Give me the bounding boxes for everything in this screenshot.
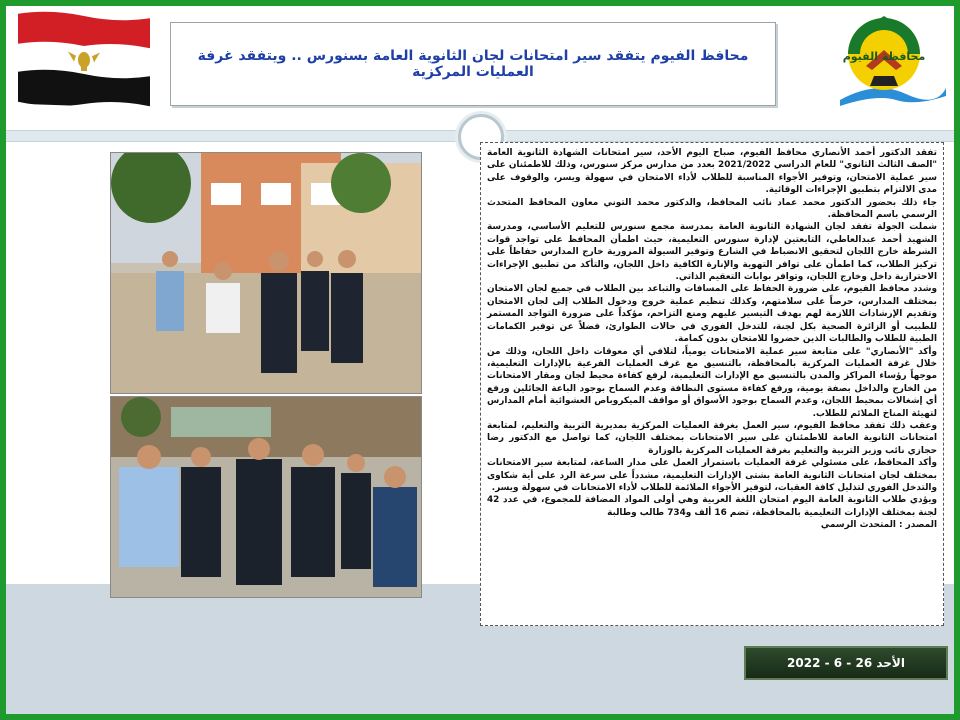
article-source: المصدر : المتحدث الرسمي: [820, 520, 937, 531]
publish-date: الأحد 26 - 6 - 2022: [787, 656, 905, 670]
egypt-flag-icon: [18, 10, 150, 109]
article-paragraph: تفقد الدكتور أحمد الأنصاري محافظ الفيوم، صباح اليوم الأحد، سير امتحانات الشهادة الثانوية العامة "الصف الثالث الثانوي" للعام الدراسي 2021/2022 بعدد من مدارس مركز سنورس، وذلك للاطمئنان على سير عملية الامتحان، وتوفير الأجواء المناسبة للطلاب لأداء الامتحان في سهولة ويسر، والوقوف على مدى الالتزام بتطبيق الإجراءات الوقائية.: [487, 148, 937, 196]
date-bar: [744, 646, 948, 680]
article-paragraph: ويؤدي طلاب الثانوية العامة اليوم امتحان اللغة العربية وهي أولى المواد المضافة للمجموع، في عدد 42 لجنة بمختلف الإدارات التعليمية بالمحافظة، تضم 16 ألف و734 طالب وطالبة: [487, 495, 937, 518]
article-paragraph: جاء ذلك بحضور الدكتور محمد عماد نائب المحافظ، والدكتور محمد التوني معاون المحافظ المتحدث الرسمي باسم المحافظة.: [487, 197, 937, 221]
article-body: [480, 142, 944, 626]
article-paragraph: وأكد المحافظ، على مسئولي غرفة العمليات باستمرار العمل على مدار الساعة، لمتابعة سير الامتحانات بمختلف لجان امتحانات الثانوية العامة بشتى الإدارات التعليمية، مشدداً على سرعة الرد على أية شكاوى والتدخل الفوري لتذليل كافة العقبات، لتوفير الأجواء الملائمة للطلاب لأداء الامتحانات في سهولة ويسر.: [487, 458, 937, 493]
article-paragraph: شملت الجولة تفقد لجان الشهادة الثانوية العامة بمدرسة مجمع سنورس للتعليم الأساسي، ومدرسة الشهيد أحمد عبدالعاطي، التابعتين لإدارة سنورس التعليمية، حيث اطمأن المحافظ على تواجد قوات الشرطة خارج اللجان لتحقيق الانضباط في الشارع وتوفير السيولة المرورية خارج المدارس حفاظاً على تركيز الطلاب، كما اطمأن على توافر التهوية والإنارة الكافية داخل اللجان، والتأكد من تطبيق الإجراءات الاحترازية داخل وخارج اللجان، وتوافر بوابات التعقيم الذاتي.: [487, 222, 937, 283]
logo-text: محافظة الفيوم: [842, 50, 926, 63]
photo-governor-walking: [110, 152, 422, 394]
photo-governor-group: [110, 396, 422, 598]
headline: محافظ الفيوم يتفقد سير امتحانات لجان الثانوية العامة بسنورس .. ويتفقد غرفة العمليات المركزية: [197, 48, 749, 80]
article-paragraph: وشدد محافظ الفيوم، على ضرورة الحفاظ على المسافات والتباعد بين الطلاب في جميع لجان الامتحان بمختلف المدارس، حرصاً على سلامتهم، وكذلك تنظيم عملية خروج ودخول الطلاب إلى لجان الامتحان وتقديم الإرشادات اللازمة لهم بهدف التيسير عليهم ومنع التزاحم، مؤكداً على ضرورة التواجد المستمر للطبيب أو الزائرة الصحية بكل لجنة، للتدخل الفوري في حالات الطوارئ، فضلاً عن توفير الكمامات الطبية للطلاب والطالبات الذين حضروا للامتحان بدون كمامة.: [487, 284, 937, 345]
headline-box: [170, 22, 776, 106]
article-paragraph: وأكد "الأنصاري" على متابعة سير عملية الامتحانات يومياً، لتلافي أي معوقات داخل اللجان، وذلك من خلال غرفة العمليات المركزية بالمحافظة، بالتنسيق مع غرف العمليات الفرعية بالإدارات التعليمية، موجهاً رؤساء المراكز والمدن بالتنسيق مع الإدارات التعليمية، لرفع كفاءة محيط لجان ومقار الامتحانات من الخارج والداخل بصفة يومية، ورفع كفاءة مستوى النظافة وعدم السماح بوجود الباعة الجائلين ورفع أي إشغالات بمحيط اللجان، وعدم السماح بوجود الأسواق أو مواقف الميكروباص العشوائية أمام المدارس لتهيئة المناخ الملائم للطلاب.: [487, 346, 937, 419]
fayoum-governorate-logo-icon: [836, 10, 948, 110]
article-paragraph: وعقب ذلك تفقد محافظ الفيوم، سير العمل بغرفة العمليات المركزية بمديرية التربية والتعليم، لمتابعة امتحانات الثانوية العامة للاطمئنان على سير الامتحانات بمختلف اللجان، كما تواصل مع الدكتور رضا حجازي نائب وزير التربية والتعليم بغرفة العمليات المركزية بالوزارة: [487, 420, 937, 456]
